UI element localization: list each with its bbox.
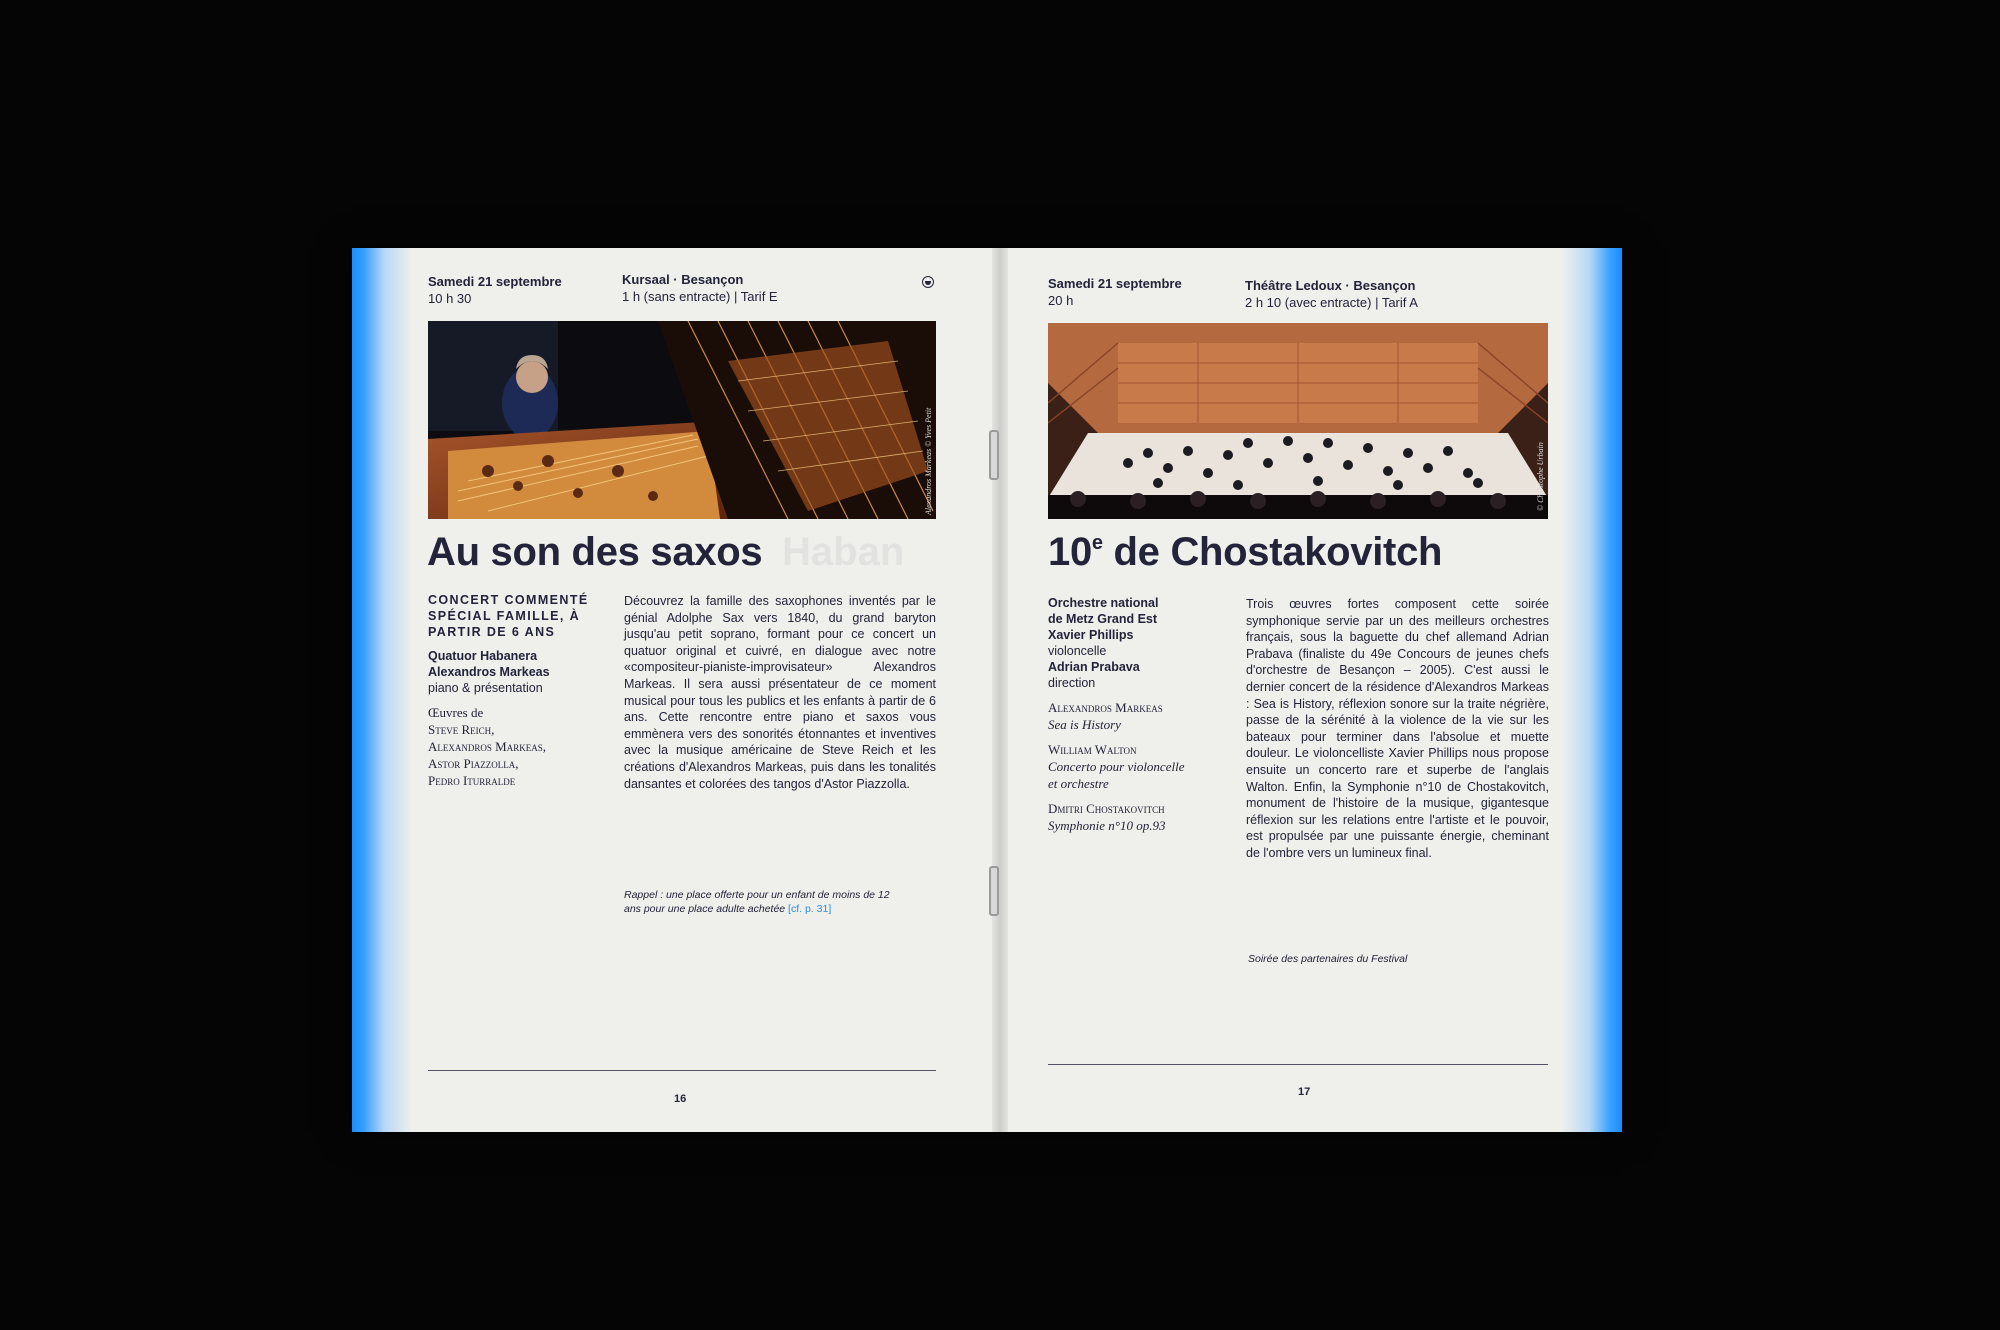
composer-2: Alexandros Markeas, [428,739,546,754]
right-performer-3: Xavier Phillips [1048,628,1134,642]
left-date: Samedi 21 septembre [428,274,562,289]
staple-bottom [989,866,999,916]
left-photo-credit: Alexandros Markeas © Yves Petit [924,407,933,515]
left-photo-pianist [428,321,936,519]
staple-top [989,430,999,480]
right-performer-4: Adrian Prabava [1048,660,1140,674]
right-title-num: 10 [1048,530,1092,574]
right-duration: 2 h 10 (avec entracte) | Tarif A [1245,295,1418,310]
right-role-1: violoncelle [1048,644,1107,658]
right-title [1048,530,1442,575]
right-date: Samedi 21 septembre [1048,276,1182,291]
right-performer-1: Orchestre national [1048,596,1159,610]
right-page-number: 17 [1298,1086,1311,1098]
work-2-composer: William Walton [1048,742,1137,757]
left-blue-edge [352,248,412,1132]
right-note: Soirée des partenaires du Festival [1248,953,1408,965]
work-1-composer: Alexandros Markeas [1048,700,1163,715]
composer-3: Astor Piazzolla, [428,756,519,771]
right-photo-orchestra [1048,323,1548,519]
left-note-text: Rappel : une place offerte pour un enfant de moins de 12 ans pour une place adulte achetée [624,889,890,915]
left-note [624,888,894,916]
work-2-title-line-2: et orchestre [1048,776,1109,791]
left-body-text: Découvrez la famille des saxophones inventés par le génial Adolphe Sax vers 1840, du grand baryton jusqu'au petit soprano, formant pour ce concert un quatuor original et cuivré, en dialogue avec notre «compositeur-pianiste-improvisateur» Alexandros Markeas. Il sera aussi présentateur de ce moment musical pour tous les publics et les enfants à partir de 6 ans. Cette rencontre entre piano et saxos vous emmènera vers des sonorités étonnantes et inventives avec la musique américaine de Steve Reich et les créations d'Alexandros Markeas, puis dans les tonalités dansantes et colorées des tangos d'Astor Piazzolla. [624,594,936,791]
left-credits-column [428,592,614,789]
composer-1: Steve Reich, [428,722,495,737]
left-venue: Kursaal · Besançon [622,272,744,287]
composer-4: Pedro Iturralde [428,773,516,788]
left-performer-1: Quatuor Habanera [428,649,538,663]
right-blue-edge [1562,248,1622,1132]
right-photo-credit: © Christophe Urbain [1536,442,1545,511]
left-title: Au son des saxos [427,530,763,574]
left-footer-rule [428,1070,936,1071]
pianist-illustration [428,321,936,519]
family-icon [922,276,934,288]
left-venue-block [622,271,778,305]
open-booklet [352,248,1622,1132]
right-title-sup: e [1091,532,1103,554]
left-kicker: CONCERT COMMENTÉ SPÉCIAL FAMILLE, À PARTIR DE 6 ANS [428,593,589,639]
spine-fold [992,248,1008,1132]
right-footer-rule [1048,1064,1548,1065]
right-title-rest: de Chostakovitch [1102,530,1443,574]
left-date-block [428,273,562,307]
right-venue: Théâtre Ledoux · Besançon [1245,278,1416,293]
right-credits-column [1048,595,1198,834]
right-venue-block [1245,277,1418,311]
work-2-title-line-1: Concerto pour violoncelle [1048,759,1185,774]
left-duration: 1 h (sans entracte) | Tarif E [622,289,778,304]
left-role: piano & présentation [428,681,543,695]
right-performer-2: de Metz Grand Est [1048,612,1158,626]
works-intro: Œuvres de [428,705,484,720]
work-1-title: Sea is History [1048,717,1121,732]
page-reference-link[interactable]: [cf. p. 31] [788,903,832,915]
left-performer-2: Alexandros Markeas [428,665,550,679]
work-3-title: Symphonie n°10 op.93 [1048,818,1166,833]
right-role-2: direction [1048,676,1096,690]
left-time: 10 h 30 [428,291,472,306]
orchestra-illustration [1048,323,1548,519]
left-page-number: 16 [674,1093,687,1105]
show-through-text: Haban [782,530,905,574]
right-body-text: Trois œuvres fortes composent cette soirée symphonique servie par un des meilleurs orchestres français, sous la baguette du chef allemand Adrian Prabava (finaliste du 49e Concours de jeunes chefs d'orchestre de Besançon – 2005). C'est aussi le dernier concert de la résidence d'Alexandros Markeas : Sea is History, réflexion sonore sur la traite négrière, passe de la sérénité à la violence de la vie sur les bateaux pour terminer dans l'absolue et muette douleur. Le violoncelliste Xavier Phillips nous propose ensuite un concerto rare et superbe de l'anglais Walton. Enfin, la Symphonie n°10 de Chostakovitch, monument de l'histoire de la musique, gigantesque réflexion sur les relations entre l'artiste et le pouvoir, est propulsée par une puissante énergie, cheminant de l'ombre vers un lumineux final. [1246,597,1549,860]
right-time: 20 h [1048,293,1074,308]
right-date-block [1048,275,1182,309]
work-3-composer: Dmitri Chostakovitch [1048,801,1165,816]
